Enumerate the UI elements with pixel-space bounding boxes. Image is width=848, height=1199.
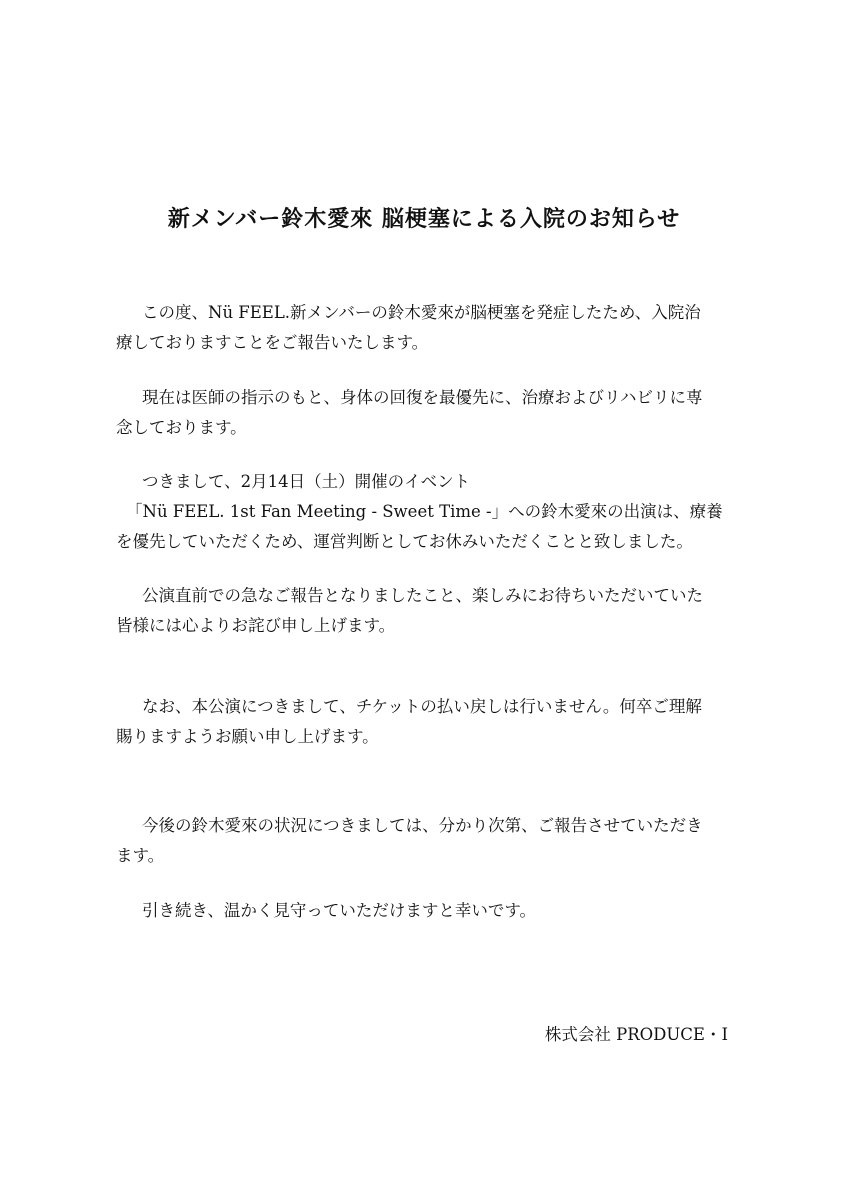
paragraph-line: 療しておりますことをご報告いたします。 (116, 333, 429, 352)
paragraph-refund-policy (116, 692, 736, 752)
paragraph-line: 念しております。 (116, 418, 247, 437)
document-title: 新メンバー鈴木愛來 脳梗塞による入院のお知らせ (167, 207, 681, 232)
paragraph-treatment-status (116, 383, 736, 443)
paragraph-closing (116, 896, 736, 926)
paragraph-hospitalization-notice (116, 298, 736, 358)
paragraph-line: 賜りますようお願い申し上げます。 (116, 727, 379, 746)
paragraph-apology (116, 581, 736, 641)
paragraph-line: 「Nü FEEL. 1st Fan Meeting - Sweet Time -」への鈴木愛來の出演は、療養 (126, 502, 723, 521)
company-signature: 株式会社 PRODUCE・I (544, 1025, 728, 1044)
paragraph-line: 皆様には心よりお詫び申し上げます。 (116, 616, 396, 635)
paragraph-line: 現在は医師の指示のもと、身体の回復を最優先に、治療およびリハビリに専 (142, 388, 703, 407)
paragraph-line: ます。 (116, 846, 165, 865)
paragraph-line: 公演直前での急なご報告となりましたこと、楽しみにお待ちいただいていた (142, 586, 703, 605)
paragraph-event-absence (116, 467, 736, 557)
paragraph-line: この度、Nü FEEL.新メンバーの鈴木愛來が脳梗塞を発症したため、入院治 (142, 303, 701, 322)
paragraph-line: を優先していただくため、運営判断としてお休みいただくことと致しました。 (116, 532, 693, 551)
paragraph-future-updates (116, 811, 736, 871)
paragraph-line: 引き続き、温かく見守っていただけますと幸いです。 (142, 901, 537, 920)
paragraph-line: なお、本公演につきまして、チケットの払い戻しは行いません。何卒ご理解 (142, 697, 702, 716)
paragraph-line: 今後の鈴木愛來の状況につきましては、分かり次第、ご報告させていただき (142, 816, 703, 835)
paragraph-line: つきまして、2月14日（土）開催のイベント (142, 472, 471, 491)
